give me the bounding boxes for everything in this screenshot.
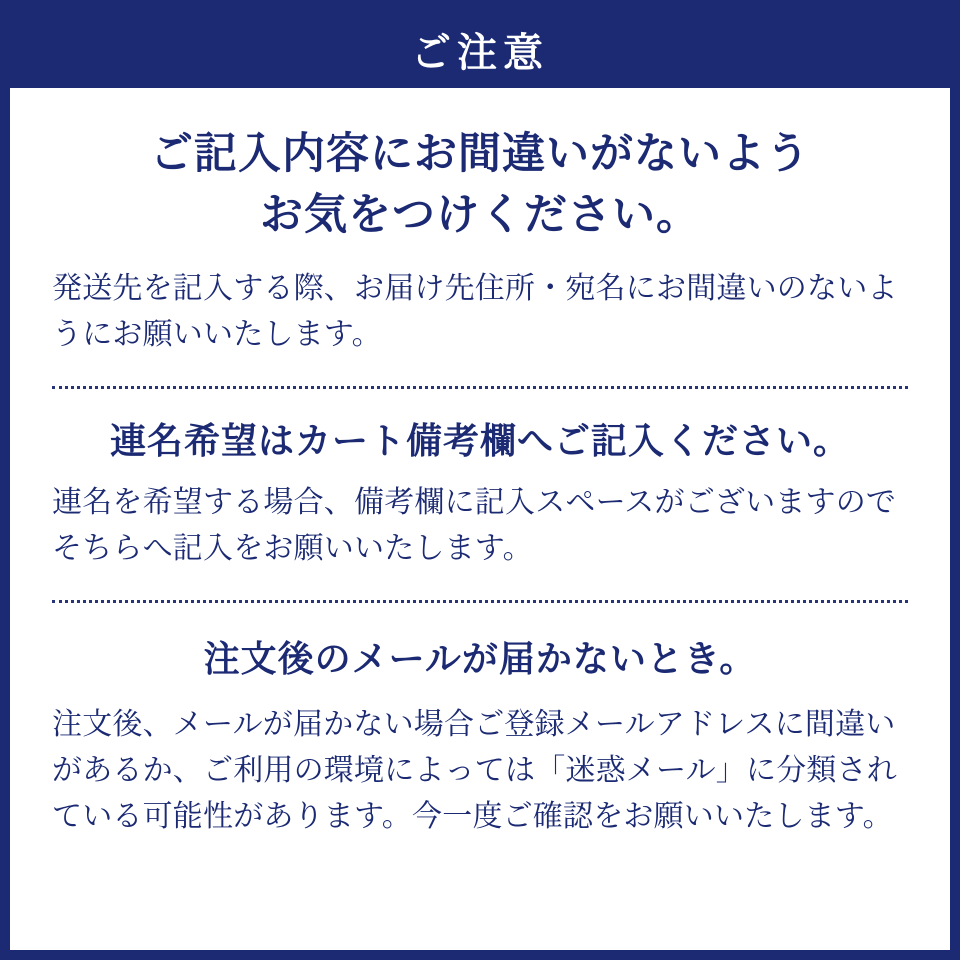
section-body-email: 注文後、メールが届かない場合ご登録メールアドレスに間違いがあるか、ご利用の環境によっては「迷惑メール」に分類されている可能性があります。今一度ご確認をお願いいたします。 — [52, 707, 897, 833]
section-heading-attention-line1: ご記入内容にお間違いがないよう — [150, 130, 810, 178]
notice-section-attention — [52, 124, 908, 364]
notice-section-email — [52, 633, 908, 846]
notice-section-joint-name — [52, 415, 908, 578]
section-body-joint-name: 連名を希望する場合、備考欄に記入スペースがございますのでそちらへ記入をお願いいたします。 — [52, 485, 897, 565]
section-heading-attention-line2: お気をつけください。 — [260, 191, 700, 240]
notice-body — [10, 88, 950, 846]
section-body-attention: 発送先を記入する際、お届け先住所・宛名にお間違いのないようにお願いいたします。 — [52, 272, 898, 351]
notice-header-title: ご注意 — [411, 30, 549, 75]
section-heading-attention — [52, 124, 908, 246]
section-divider-1 — [52, 386, 908, 389]
section-heading-email: 注文後のメールが届かないとき。 — [203, 637, 757, 679]
section-heading-joint-name: 連名希望はカート備考欄へご記入ください。 — [109, 419, 850, 461]
section-divider-2 — [52, 600, 908, 603]
notice-header — [10, 10, 950, 88]
